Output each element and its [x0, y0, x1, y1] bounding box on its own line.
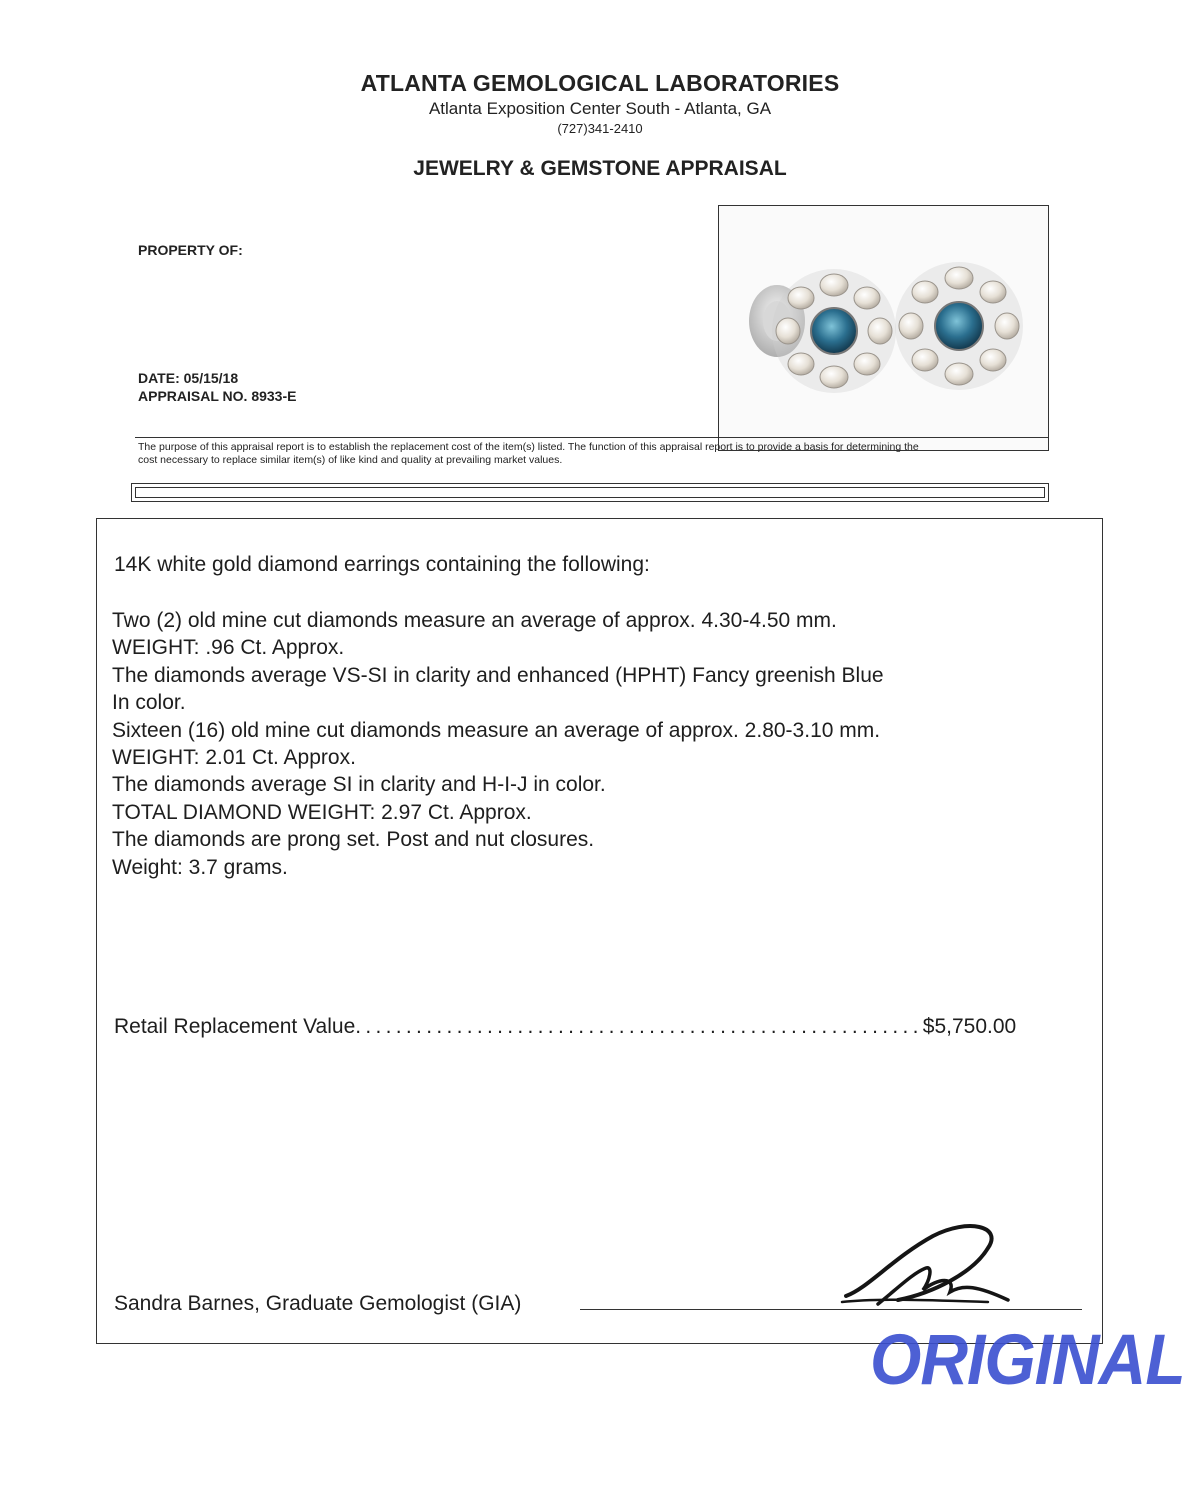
- description-line: The diamonds are prong set. Post and nut closures.: [112, 828, 595, 852]
- double-rule-bar: [131, 483, 1049, 502]
- original-stamp: ORIGINAL: [870, 1319, 1185, 1399]
- description-line: In color.: [112, 691, 186, 715]
- description-line: Sixteen (16) old mine cut diamonds measure an average of approx. 2.80-3.10 mm.: [112, 718, 881, 742]
- handwritten-signature-icon: [838, 1218, 1038, 1318]
- appraisal-row: [138, 388, 296, 404]
- appraisal-label: APPRAISAL NO.: [138, 388, 248, 404]
- purpose-divider: [135, 437, 1048, 438]
- item-description: [112, 607, 884, 881]
- document-title: JEWELRY & GEMSTONE APPRAISAL: [413, 157, 787, 180]
- date-row: [138, 370, 238, 386]
- double-rule-bar-inner: [135, 487, 1045, 498]
- lab-address: Atlanta Exposition Center South - Atlanta, GA: [428, 99, 772, 118]
- item-intro: 14K white gold diamond earrings containing the following:: [114, 553, 650, 576]
- description-line: Two (2) old mine cut diamonds measure an average of approx. 4.30-4.50 mm.: [112, 609, 837, 632]
- lab-name: ATLANTA GEMOLOGICAL LABORATORIES: [360, 70, 840, 96]
- retail-value-row: [114, 1015, 1064, 1039]
- purpose-statement: [138, 441, 1038, 467]
- description-line: WEIGHT: .96 Ct. Approx.: [112, 636, 345, 660]
- earrings-photo-icon: [719, 206, 1047, 449]
- appraisal-value: 8933-E: [251, 388, 297, 404]
- description-line: The diamonds average VS-SI in clarity and enhanced (HPHT) Fancy greenish Blue: [112, 663, 884, 687]
- purpose-line: cost necessary to replace similar item(s) of like kind and quality at prevailing market values.: [138, 454, 563, 466]
- lab-phone: (727)341-2410: [557, 121, 643, 136]
- description-line: Weight: 3.7 grams.: [112, 855, 288, 879]
- gemologist-name: Sandra Barnes, Graduate Gemologist (GIA): [114, 1292, 522, 1315]
- date-value: 05/15/18: [183, 370, 239, 386]
- description-line: WEIGHT: 2.01 Ct. Approx.: [112, 746, 356, 770]
- property-of-label: PROPERTY OF:: [138, 242, 243, 258]
- retail-value-amount: $5,750.00: [922, 1015, 1017, 1038]
- earrings-photo: [718, 205, 1049, 451]
- date-label: DATE:: [138, 370, 180, 386]
- purpose-line: The purpose of this appraisal report is to establish the replacement cost of the item(s) listed. The function of this appraisal report is to provide a basis for determining the: [138, 441, 919, 453]
- retail-value-label: Retail Replacement Value: [114, 1015, 356, 1038]
- description-line: TOTAL DIAMOND WEIGHT: 2.97 Ct. Approx.: [112, 800, 532, 824]
- description-line: The diamonds average SI in clarity and H-I-J in color.: [112, 773, 606, 797]
- leader-dots: ........................................................: [355, 1015, 923, 1038]
